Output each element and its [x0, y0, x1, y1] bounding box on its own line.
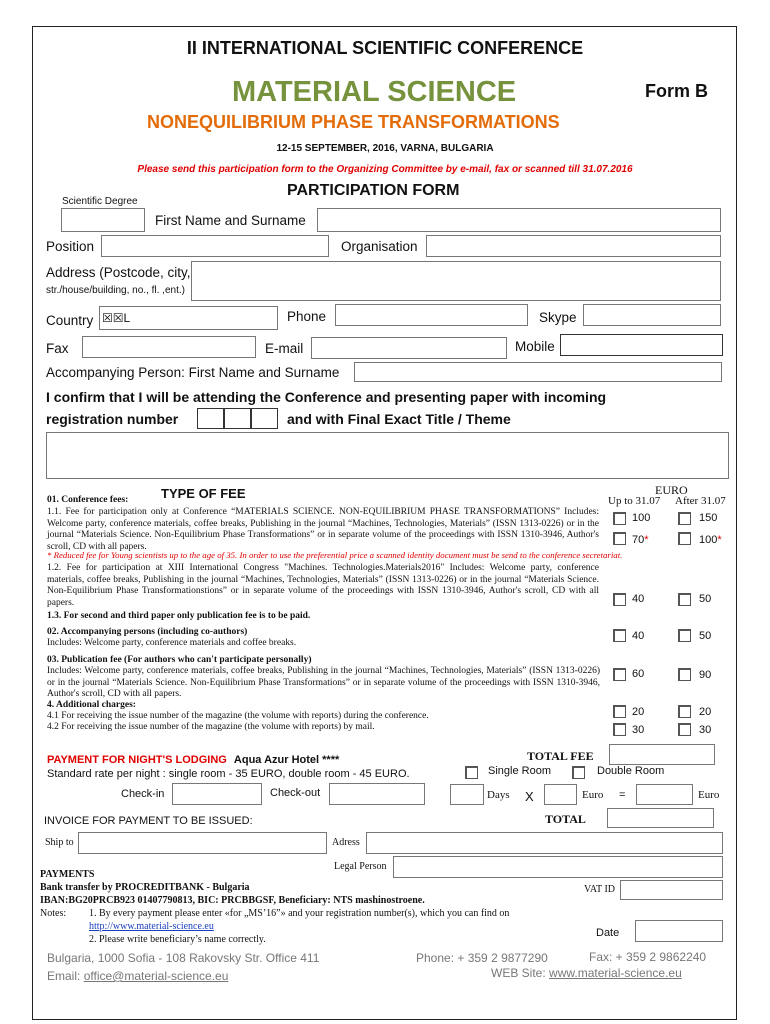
reduced-fee-note-text: * Reduced fee for Young scientists up to the age of 35. In order to use the preferential price a scanned identity document must be send to the conference secretariat.	[47, 550, 623, 560]
note-2: 2. Please write beneficiary’s name correctly.	[89, 934, 266, 945]
fax-input[interactable]	[82, 336, 256, 358]
registration-number-label: registration number	[46, 411, 179, 427]
lodging-heading	[47, 754, 339, 766]
total-fee-input[interactable]	[609, 744, 715, 765]
footer-web-link[interactable]: www.material-science.eu	[549, 966, 682, 980]
fee-young-upto-value: 70	[632, 534, 645, 546]
hotel-name: Aqua Azur Hotel ****	[233, 754, 340, 766]
fee-item-03-includes	[47, 666, 600, 701]
check-out-label: Check-out	[270, 787, 321, 799]
mobile-label: Mobile	[515, 339, 555, 354]
days-label: Days	[487, 789, 510, 801]
euro-heading: EURO	[655, 483, 688, 497]
ship-to-label: Ship to	[45, 837, 74, 848]
footer-email	[47, 969, 228, 983]
form-label: Form B	[645, 81, 708, 101]
position-label: Position	[46, 239, 95, 254]
fee-item-1-2	[47, 563, 599, 609]
footer-email-link[interactable]: office@material-science.eu	[83, 969, 229, 983]
fax-label: Fax	[46, 341, 69, 356]
mobile-input[interactable]	[560, 334, 723, 356]
fee-1-1-upto-checkbox[interactable]	[613, 512, 626, 525]
fee-item-03-includes-text: Includes: Welcome party, conference materials, coffee breaks, Publishing in the journal “Machines, Technologies, Materials” (ISSN 1313-0226) or in the journal “Materials Science. Non-Equilibrium Phase Transformations” or in separate volume of the proceedings with ISSN 1310-3946, Author's scroll, CD with all papers.	[47, 666, 600, 699]
website-link[interactable]: http://www.material-science.eu	[89, 921, 214, 932]
lodging-total-input[interactable]	[636, 784, 693, 805]
email-input[interactable]	[311, 337, 507, 359]
total-input[interactable]	[607, 808, 714, 828]
payments-heading: PAYMENTS	[40, 869, 95, 880]
registration-number-box-2[interactable]	[224, 408, 251, 429]
iban-line: IBAN:BG20PRCB923 01407790813, BIC: PRCBBGSF, Beneficiary: NTS mashinostroene.	[40, 895, 425, 906]
subtitle: NONEQUILIBRIUM PHASE TRANSFORMATIONS	[147, 112, 560, 132]
address-label-line1: Address (Postcode, city,	[46, 265, 191, 280]
footer-phone: Phone: + 359 2 9877290	[416, 951, 548, 965]
fee-4-1-after-price: 20	[699, 706, 712, 718]
fee-02-upto-price: 40	[632, 630, 645, 642]
fee-03-after-checkbox[interactable]	[678, 668, 691, 681]
date-label: Date	[596, 927, 620, 939]
up-to-heading: Up to 31.07	[608, 495, 661, 507]
accompanying-label: Accompanying Person: First Name and Surname	[46, 365, 340, 380]
equals-sign: =	[619, 789, 626, 801]
vat-id-input[interactable]	[620, 880, 723, 900]
fee-03-after-price: 90	[699, 669, 712, 681]
fee-item-1-1	[47, 507, 599, 553]
single-room-checkbox[interactable]	[465, 766, 478, 779]
fee-4-2-upto-price: 30	[632, 724, 645, 736]
fee-young-upto-star: *	[644, 534, 649, 546]
footer-address: Bulgaria, 1000 Sofia - 108 Rakovsky Str. Office 411	[47, 951, 320, 965]
fee-4-2-upto-checkbox[interactable]	[613, 723, 626, 736]
phone-label: Phone	[287, 309, 327, 324]
phone-input[interactable]	[335, 304, 528, 326]
check-in-input[interactable]	[172, 783, 262, 805]
double-room-checkbox[interactable]	[572, 766, 585, 779]
position-input[interactable]	[101, 235, 329, 257]
ship-to-input[interactable]	[78, 832, 327, 854]
registration-number-box-1[interactable]	[197, 408, 224, 429]
first-name-label: First Name and Surname	[155, 213, 306, 228]
multiply-sign: X	[525, 789, 534, 804]
fee-item-02: 02. Accompanying persons (including co-authors)	[47, 627, 248, 637]
fee-4-2-after-price: 30	[699, 724, 712, 736]
fee-item-1-2-text: 1.2. Fee for participation at XIII International Congress "Machines. Technologies.Materials2016" Includes: Welcome party, conference materials, coffee breaks, Publishing in the journal “Machines, Technologies, Materials” (ISSN 1313-0226) or in the journal “Materials Science. Non-Equilibrium Phase Transformationstions” or in separate volume of the proceedings with ISSN 1310-3946, Author's scroll, CD with all papers.	[47, 563, 599, 608]
fee-4-1-after-checkbox[interactable]	[678, 705, 691, 718]
title-theme-label: and with Final Exact Title / Theme	[287, 411, 511, 427]
first-name-input[interactable]	[317, 208, 721, 232]
registration-number-box-3[interactable]	[251, 408, 278, 429]
total-fee-label: TOTAL FEE	[527, 749, 594, 763]
fee-young-after-checkbox[interactable]	[678, 532, 691, 545]
footer-fax: Fax: + 359 2 9862240	[589, 950, 707, 964]
address-input[interactable]	[191, 261, 721, 301]
confirm-line1: I confirm that I will be attending the Conference and presenting paper with incoming	[46, 389, 607, 405]
conference-dates: 12-15 SEPTEMBER, 2016, VARNA, BULGARIA	[276, 143, 494, 154]
notes-label: Notes:	[40, 908, 67, 919]
rate-euro-label: Euro	[582, 789, 604, 801]
footer-web	[491, 966, 682, 980]
title-theme-input[interactable]	[46, 432, 729, 479]
bank-transfer: Bank transfer by PROCREDITBANK - Bulgaria	[40, 882, 250, 893]
organisation-input[interactable]	[426, 235, 721, 257]
skype-label: Skype	[539, 310, 577, 325]
fee-1-2-after-price: 50	[699, 593, 712, 605]
lodging-rates: Standard rate per night : single room - 35 EURO, double room - 45 EURO.	[47, 768, 410, 780]
total-label: TOTAL	[545, 812, 586, 826]
fee-young-after-value: 100	[699, 534, 718, 546]
fee-1-1-upto-price: 100	[632, 512, 651, 524]
check-out-input[interactable]	[329, 783, 425, 805]
fee-item-03: 03. Publication fee (For authors who can't participate personally)	[47, 655, 312, 665]
fee-item-02-includes: Includes: Welcome party, conference materials and coffee breaks.	[47, 638, 297, 648]
fee-4-1-upto-price: 20	[632, 706, 645, 718]
country-value: ☒☒L	[102, 311, 131, 325]
lodging-title: PAYMENT FOR NIGHT'S LODGING	[47, 754, 227, 766]
footer-email-label: Email:	[47, 969, 81, 983]
scientific-degree-label: Scientific Degree	[62, 196, 138, 207]
fee-young-upto-price	[632, 534, 649, 546]
accompanying-input[interactable]	[354, 362, 722, 382]
single-room-label: Single Room	[488, 765, 551, 777]
fee-1-1-after-price: 150	[699, 512, 718, 524]
fee-4-2-after-checkbox[interactable]	[678, 723, 691, 736]
fee-4-1-upto-checkbox[interactable]	[613, 705, 626, 718]
adress-input[interactable]	[366, 832, 723, 854]
fee-item-1-3: 1.3. For second and third paper only publication fee is to be paid.	[47, 611, 311, 621]
adress-label: Adress	[332, 837, 360, 848]
lodging-total-euro-label: Euro	[698, 789, 720, 801]
rate-input[interactable]	[544, 784, 577, 805]
address-label-line2: str./house/building, no., fl. ,ent.)	[46, 285, 185, 296]
form-title: PARTICIPATION FORM	[287, 182, 460, 199]
footer-web-label: WEB Site:	[491, 966, 546, 980]
country-input[interactable]	[99, 306, 278, 330]
fee-02-after-price: 50	[699, 630, 712, 642]
fee-1-2-after-checkbox[interactable]	[678, 593, 691, 606]
check-in-label: Check-in	[121, 788, 165, 800]
submission-notice: Please send this participation form to the Organizing Committee by e-mail, fax or scanned till 31.07.2016	[137, 164, 633, 175]
days-input[interactable]	[450, 784, 484, 805]
fee-item-4-1: 4.1 For receiving the issue number of the magazine (the volume with reports) during the conference.	[47, 711, 429, 721]
skype-input[interactable]	[583, 304, 721, 326]
after-heading: After 31.07	[675, 495, 726, 507]
page-title: MATERIAL SCIENCE	[232, 76, 517, 108]
fee-young-upto-checkbox[interactable]	[613, 532, 626, 545]
fee-young-after-price	[699, 534, 722, 546]
fee-02-after-checkbox[interactable]	[678, 629, 691, 642]
country-label: Country	[46, 313, 94, 328]
fee-1-1-after-checkbox[interactable]	[678, 512, 691, 525]
fee-1-2-upto-checkbox[interactable]	[613, 593, 626, 606]
fee-02-upto-checkbox[interactable]	[613, 629, 626, 642]
fee-item-4-2: 4.2 For receiving the issue number of the magazine (the volume with reports) by mail.	[47, 722, 375, 732]
double-room-label: Double Room	[597, 765, 665, 777]
reduced-fee-note	[47, 550, 737, 562]
fee-item-1-1-text: 1.1. Fee for participation only at Conference “MATERIALS SCIENCE. NON-EQUILIBRIUM PHASE TRANSFORMATIONS” Includes: Welcome party, conference materials, coffee breaks, Publishing in the journal “Machines, Technologies, Materials” (ISSN 1313-0226) or in the journal “Materials Science. Non-Equilibrium Phase Transformations” or in separate volume of the proceedings with ISSN 1310-3946, Author's scroll, CD with all papers.	[47, 507, 599, 552]
organisation-label: Organisation	[341, 239, 418, 254]
date-input[interactable]	[635, 920, 723, 942]
fee-1-2-upto-price: 40	[632, 593, 645, 605]
invoice-heading: INVOICE FOR PAYMENT TO BE ISSUED:	[44, 815, 253, 827]
address-label	[46, 265, 191, 280]
fee-young-after-star: *	[717, 534, 722, 546]
fee-item-04: 4. Additional charges:	[47, 700, 136, 710]
email-label: E-mail	[265, 341, 304, 356]
note-1: 1. By every payment please enter «for „MS’16”» and your registration number(s), which you can find on	[89, 908, 510, 919]
legal-person-input[interactable]	[393, 856, 723, 878]
scientific-degree-input[interactable]	[61, 208, 145, 232]
fee-03-upto-price: 60	[632, 668, 645, 680]
conference-fees-label: 01. Conference fees:	[47, 495, 129, 505]
vat-id-label: VAT ID	[584, 884, 616, 895]
fee-03-upto-checkbox[interactable]	[613, 668, 626, 681]
type-of-fee-heading: TYPE OF FEE	[161, 486, 246, 501]
legal-person-label: Legal Person	[334, 861, 387, 872]
conference-heading: II INTERNATIONAL SCIENTIFIC CONFERENCE	[186, 38, 584, 58]
